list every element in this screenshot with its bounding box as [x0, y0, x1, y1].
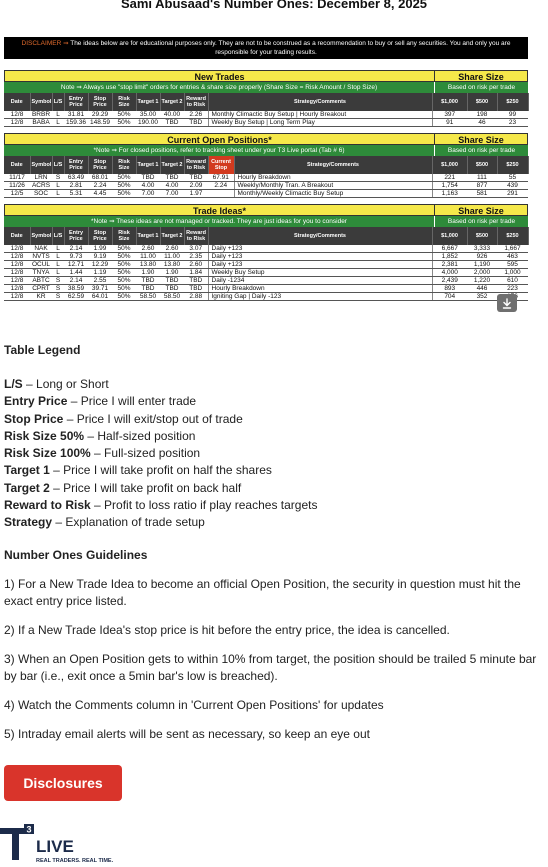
legend-term: Risk Size 100% — [4, 446, 91, 461]
legend-item — [4, 376, 544, 393]
column-header: Entry Price — [64, 227, 88, 245]
legend-term: Strategy — [4, 515, 53, 530]
table-cell: 7.00 — [160, 190, 184, 198]
table-row — [4, 245, 528, 253]
table-cell: CPRT — [30, 285, 52, 293]
table-cell: TBD — [136, 174, 160, 182]
table-cell: 13.80 — [160, 261, 184, 269]
table-cell: 12/8 — [4, 245, 30, 253]
table-cell: TBD — [184, 119, 208, 127]
table-cell: 397 — [432, 111, 467, 119]
table-cell: 58.50 — [160, 293, 184, 301]
legend-term: Reward to Risk — [4, 498, 91, 513]
legend-term: Stop Price — [4, 411, 64, 426]
table-cell: 2.88 — [184, 293, 208, 301]
legend-item — [4, 393, 544, 410]
guideline-item: 3) When an Open Position gets to within 10% from target, the position should be trailed 5 minute bar by bar (i.e., exit once a 5min bar's low is breached). — [4, 652, 537, 683]
column-header: Reward to Risk — [184, 227, 208, 245]
table-row — [4, 253, 528, 261]
table-cell: Daily +123 — [208, 245, 432, 253]
column-header-row — [4, 227, 528, 245]
table-cell: 2.60 — [136, 245, 160, 253]
section-note: *Note ⇒ For closed positions, refer to tracking sheet under your T3 Live portal (Tab # 6) — [4, 145, 434, 156]
table-cell: 221 — [432, 174, 467, 182]
open-positions-section — [4, 133, 528, 198]
table-cell: TBD — [160, 285, 184, 293]
column-header: Entry Price — [64, 156, 88, 174]
guideline-item: 1) For a New Trade Idea to become an official Open Position, the security in question must hit the exact entry price listed. — [4, 577, 521, 608]
new-trades-section — [4, 70, 528, 127]
column-header-row — [4, 93, 528, 111]
section-title: New Trades — [4, 70, 434, 82]
table-cell: 9.19 — [88, 253, 112, 261]
legend-term: Risk Size 50% — [4, 428, 85, 443]
column-header: $250 — [497, 93, 528, 111]
table-cell: Daily +123 — [208, 261, 432, 269]
legend-item — [4, 514, 544, 531]
table-cell — [208, 190, 234, 198]
legend-item — [4, 480, 544, 497]
table-cell: LRN — [30, 174, 52, 182]
table-cell: TBD — [184, 277, 208, 285]
new-trades-table — [4, 93, 529, 127]
table-cell: 439 — [497, 182, 528, 190]
table-cell: 35.00 — [136, 111, 160, 119]
table-cell: 610 — [497, 277, 528, 285]
table-cell: Daily -1234 — [208, 277, 432, 285]
legend-desc: – Full-sized position — [90, 446, 201, 461]
legend-item — [4, 428, 544, 445]
table-cell: Monthly/Weekly Climactic Buy Setup — [234, 190, 432, 198]
table-cell: ABTC — [30, 277, 52, 285]
column-header: Strategy/Comments — [234, 156, 432, 174]
column-header: Symbol — [30, 227, 52, 245]
table-cell: 2.24 — [88, 182, 112, 190]
table-cell: 4.45 — [88, 190, 112, 198]
legend-desc: – Price I will take profit on back half — [49, 480, 242, 495]
column-header: Target 1 — [136, 156, 160, 174]
table-cell: S — [52, 293, 64, 301]
table-cell: 91 — [432, 119, 467, 127]
column-header: Risk Size — [112, 93, 136, 111]
share-size-header: Share Size — [434, 70, 528, 82]
share-size-header: Share Size — [434, 204, 528, 216]
table-cell: 11.00 — [160, 253, 184, 261]
t3-logo-icon — [0, 824, 130, 866]
download-image-button[interactable] — [497, 294, 517, 312]
table-cell: TBD — [136, 277, 160, 285]
table-cell: 2.55 — [88, 277, 112, 285]
table-cell: 12/8 — [4, 269, 30, 277]
table-cell: 11/17 — [4, 174, 30, 182]
table-cell: 12/8 — [4, 253, 30, 261]
table-cell: 50% — [112, 182, 136, 190]
table-cell: ACRS — [31, 182, 51, 189]
section-title: Current Open Positions* — [4, 133, 434, 145]
column-header: $500 — [467, 156, 497, 174]
column-header: $1,000 — [432, 93, 467, 111]
column-header: Entry Price — [64, 93, 88, 111]
column-header: Date — [4, 156, 30, 174]
legend-desc: – Long or Short — [22, 377, 109, 391]
table-cell: TBD — [136, 285, 160, 293]
table-cell: Weekly Buy Setup — [208, 269, 432, 277]
table-cell: 2.14 — [64, 277, 88, 285]
guidelines-heading: Number Ones Guidelines — [4, 548, 148, 562]
column-header: Target 2 — [160, 227, 184, 245]
column-header: $500 — [467, 227, 497, 245]
legend-term: Target 2 — [4, 480, 50, 495]
table-row — [4, 182, 528, 190]
page-title: Sami Abusaad's Number Ones: December 8, 2025 — [120, 0, 428, 11]
column-header: L/S — [52, 93, 64, 111]
table-cell: L — [52, 269, 64, 277]
table-cell: S — [52, 277, 64, 285]
column-header-row — [4, 156, 528, 174]
table-cell: 352 — [467, 293, 497, 301]
table-cell: Hourly Breakdown — [208, 285, 432, 293]
table-cell: 46 — [467, 119, 497, 127]
table-cell: 111 — [467, 174, 497, 182]
disclaimer-text: The ideas below are for educational purposes only. They are not to be construed as a recommendation to buy or sell any securities. You and only you are responsible for your trading results. — [70, 40, 511, 56]
column-header: Symbol — [30, 156, 52, 174]
table-cell: S — [52, 285, 64, 293]
table-cell: 190.00 — [136, 119, 160, 127]
column-header: Reward to Risk — [184, 156, 208, 174]
table-row — [4, 269, 528, 277]
legend-term: L/S — [4, 377, 23, 391]
table-cell: 12/5 — [4, 190, 30, 198]
table-row — [4, 277, 528, 285]
table-cell: OCUL — [31, 261, 51, 268]
column-header: Stop Price — [88, 156, 112, 174]
column-header: Target 2 — [160, 156, 184, 174]
table-cell: 6,667 — [432, 245, 467, 253]
table-cell: 50% — [112, 111, 136, 119]
number-ones-sheet — [4, 37, 528, 301]
table-cell: 50% — [112, 269, 136, 277]
table-cell: NAK — [30, 245, 52, 253]
table-cell: 4.00 — [136, 182, 160, 190]
table-cell: 50% — [112, 245, 136, 253]
table-cell: 2.09 — [184, 182, 208, 190]
legend-desc: – Price I will exit/stop out of trade — [63, 411, 243, 426]
logo-superscript: 3 — [26, 824, 32, 835]
table-cell: Weekly Buy Setup | Long Term Play — [208, 119, 432, 127]
table-cell: 12/8 — [4, 119, 30, 127]
table-cell: 1.19 — [88, 269, 112, 277]
table-cell: 463 — [497, 253, 528, 261]
legend-term: Entry Price — [4, 394, 68, 409]
table-cell: 159.36 — [64, 119, 88, 127]
legend-desc: – Price I will take profit on half the shares — [49, 463, 272, 478]
table-cell: TBD — [184, 174, 208, 182]
logo-word: LIVE — [36, 837, 74, 856]
column-header: $1,000 — [432, 156, 467, 174]
table-cell: 926 — [467, 253, 497, 261]
table-cell: 2.81 — [64, 182, 88, 190]
table-cell: 1,000 — [497, 269, 528, 277]
section-note: *Note ⇒ These ideas are not managed or tracked. They are just ideas for you to consider — [4, 216, 434, 227]
column-header: L/S — [52, 156, 64, 174]
table-cell: L — [52, 111, 64, 119]
table-cell: 68.01 — [88, 174, 112, 182]
table-cell: 893 — [432, 285, 467, 293]
table-legend — [4, 343, 544, 532]
table-cell: L — [52, 261, 64, 269]
table-cell: 39.71 — [88, 285, 112, 293]
table-cell: 29.29 — [88, 111, 112, 119]
table-cell: 581 — [467, 190, 497, 198]
legend-item — [4, 497, 544, 514]
table-cell: 38.59 — [64, 285, 88, 293]
table-cell: 1,754 — [432, 182, 467, 190]
column-header: Target 2 — [160, 93, 184, 111]
table-cell: 2,381 — [432, 261, 467, 269]
table-cell: 12/8 — [4, 277, 30, 285]
section-note: Note ⇒ Always use "stop limit" orders for entries & share size properly (Share Size = Risk Amount / Stop Size) — [4, 82, 434, 93]
column-header: Strategy/Comments — [208, 93, 432, 111]
table-cell: 40.00 — [160, 111, 184, 119]
table-cell: 704 — [432, 293, 467, 301]
legend-term: Target 1 — [4, 463, 50, 478]
table-cell: TBD — [160, 119, 184, 127]
table-cell: 63.49 — [64, 174, 88, 182]
table-cell: 198 — [467, 111, 497, 119]
table-cell: Daily +123 — [208, 253, 432, 261]
table-cell: KR — [30, 293, 52, 301]
column-header: $250 — [497, 227, 528, 245]
table-cell: 5.31 — [64, 190, 88, 198]
t3-live-logo[interactable] — [0, 824, 130, 866]
legend-item — [4, 445, 544, 462]
table-cell: 11.00 — [136, 253, 160, 261]
table-cell: 64.01 — [88, 293, 112, 301]
table-cell: 3,333 — [467, 245, 497, 253]
legend-desc: – Price I will enter trade — [67, 394, 197, 409]
table-cell: L — [52, 245, 64, 253]
column-header: Risk Size — [112, 156, 136, 174]
table-cell: 50% — [112, 293, 136, 301]
table-cell: 446 — [467, 285, 497, 293]
column-header: Strategy/Comments — [208, 227, 432, 245]
table-cell: 50% — [112, 277, 136, 285]
table-cell: L — [52, 253, 64, 261]
table-cell: 67.91 — [208, 174, 234, 182]
table-cell: 1.84 — [184, 269, 208, 277]
legend-heading: Table Legend — [4, 343, 81, 357]
table-cell: 12/8 — [4, 293, 30, 301]
download-icon — [502, 298, 512, 309]
table-cell: L — [52, 182, 64, 190]
column-header: Symbol — [30, 93, 52, 111]
column-header: Target 1 — [136, 227, 160, 245]
legend-desc: – Profit to loss ratio if play reaches targets — [90, 498, 318, 513]
table-cell: 12.29 — [88, 261, 112, 269]
legend-desc: – Half-sized position — [84, 428, 196, 443]
table-cell: 1,852 — [432, 253, 467, 261]
table-cell: TBD — [160, 174, 184, 182]
guideline-item: 2) If a New Trade Idea's stop price is hit before the entry price, the idea is cancelled. — [4, 623, 450, 637]
table-row — [4, 285, 528, 293]
table-cell: 12/8 — [4, 111, 30, 119]
table-cell: 291 — [497, 190, 528, 198]
guidelines — [4, 547, 540, 755]
table-cell: 1,163 — [432, 190, 467, 198]
table-cell: 50% — [112, 174, 136, 182]
legend-desc: – Explanation of trade setup — [52, 515, 205, 530]
table-row — [4, 261, 528, 269]
table-cell: Weekly/Monthly Tran. A Breakout — [234, 182, 432, 190]
table-cell: 50% — [112, 285, 136, 293]
table-cell: Monthly Climactic Buy Setup | Hourly Breakout — [208, 111, 432, 119]
table-cell: 50% — [112, 119, 136, 127]
trade-ideas-table — [4, 227, 529, 301]
table-cell: 62.59 — [64, 293, 88, 301]
table-cell: 50% — [112, 190, 136, 198]
table-cell: 11/26 — [4, 182, 30, 190]
disclosures-button[interactable]: Disclosures — [4, 765, 122, 801]
table-cell: 1.90 — [136, 269, 160, 277]
table-cell: 58.50 — [136, 293, 160, 301]
section-title: Trade Ideas* — [4, 204, 434, 216]
table-cell: 223 — [497, 285, 528, 293]
column-header: Date — [4, 93, 30, 111]
table-cell: 2,439 — [432, 277, 467, 285]
table-cell: 7.00 — [136, 190, 160, 198]
column-header: $1,000 — [432, 227, 467, 245]
table-cell: S — [52, 174, 64, 182]
table-cell: 12/8 — [4, 261, 30, 269]
table-cell: TNYA — [30, 269, 52, 277]
table-cell: 1,190 — [467, 261, 497, 269]
table-cell: 23 — [497, 119, 528, 127]
column-header: Stop Price — [88, 227, 112, 245]
table-cell: 2.26 — [184, 111, 208, 119]
table-row — [4, 111, 528, 119]
legend-item — [4, 411, 544, 428]
column-header: Date — [4, 227, 30, 245]
column-header: Reward to Risk — [184, 93, 208, 111]
table-cell: 4.00 — [160, 182, 184, 190]
table-cell: 2.24 — [208, 182, 234, 190]
share-size-header: Share Size — [434, 133, 528, 145]
table-cell: Igniting Gap | Daily -123 — [208, 293, 432, 301]
column-header: Stop Price — [88, 93, 112, 111]
table-cell: 12.71 — [64, 261, 88, 269]
table-cell: 1,220 — [467, 277, 497, 285]
table-cell: 55 — [497, 174, 528, 182]
table-cell: 9.73 — [64, 253, 88, 261]
column-header: Target 1 — [136, 93, 160, 111]
column-header: $500 — [467, 93, 497, 111]
table-cell: SOC — [30, 190, 52, 198]
table-cell: L — [52, 119, 64, 127]
table-cell: 1,667 — [497, 245, 528, 253]
table-cell: 13.80 — [136, 261, 160, 269]
table-cell: 31.81 — [64, 111, 88, 119]
table-cell: BRBR — [31, 111, 51, 118]
column-header: Risk Size — [112, 227, 136, 245]
table-cell: TBD — [160, 277, 184, 285]
open-positions-table — [4, 156, 529, 198]
legend-item — [4, 462, 544, 479]
table-cell: Hourly Breakdown — [234, 174, 432, 182]
table-cell: 4,000 — [432, 269, 467, 277]
logo-tagline: REAL TRADERS. REAL TIME. — [36, 858, 114, 864]
table-cell: 595 — [497, 261, 528, 269]
disclaimer-lead: DISCLAIMER ⇒ — [21, 40, 69, 47]
risk-note: Based on risk per trade — [434, 82, 528, 93]
guideline-item: 5) Intraday email alerts will be sent as necessary, so keep an eye out — [4, 727, 370, 741]
column-header: $250 — [497, 156, 528, 174]
table-cell: 2,000 — [467, 269, 497, 277]
table-cell: 2.14 — [64, 245, 88, 253]
table-cell: 50% — [112, 253, 136, 261]
risk-note: Based on risk per trade — [434, 216, 528, 227]
column-header: Current Stop — [208, 156, 234, 174]
table-cell: 1.44 — [64, 269, 88, 277]
table-row — [4, 119, 528, 127]
disclaimer-banner — [4, 37, 528, 59]
table-cell: 99 — [497, 111, 528, 119]
table-cell: 1.90 — [160, 269, 184, 277]
table-cell: 3.07 — [184, 245, 208, 253]
table-cell: 2.60 — [184, 261, 208, 269]
table-cell: 148.59 — [88, 119, 112, 127]
guideline-item: 4) Watch the Comments column in 'Current Open Positions' for updates — [4, 698, 384, 712]
table-row — [4, 174, 528, 182]
table-cell: 12/8 — [4, 285, 30, 293]
table-cell: 1.97 — [184, 190, 208, 198]
table-cell: BABA — [30, 119, 52, 127]
table-cell: 877 — [467, 182, 497, 190]
trade-ideas-section — [4, 204, 528, 301]
table-cell: 2.35 — [184, 253, 208, 261]
table-cell: 2.60 — [160, 245, 184, 253]
table-row — [4, 293, 528, 301]
table-cell: 1.99 — [88, 245, 112, 253]
table-cell: TBD — [184, 285, 208, 293]
risk-note: Based on risk per trade — [434, 145, 528, 156]
table-row — [4, 190, 528, 198]
table-cell: L — [52, 190, 64, 198]
table-cell: 50% — [112, 261, 136, 269]
column-header: L/S — [52, 227, 64, 245]
table-cell: NVTS — [30, 253, 52, 261]
